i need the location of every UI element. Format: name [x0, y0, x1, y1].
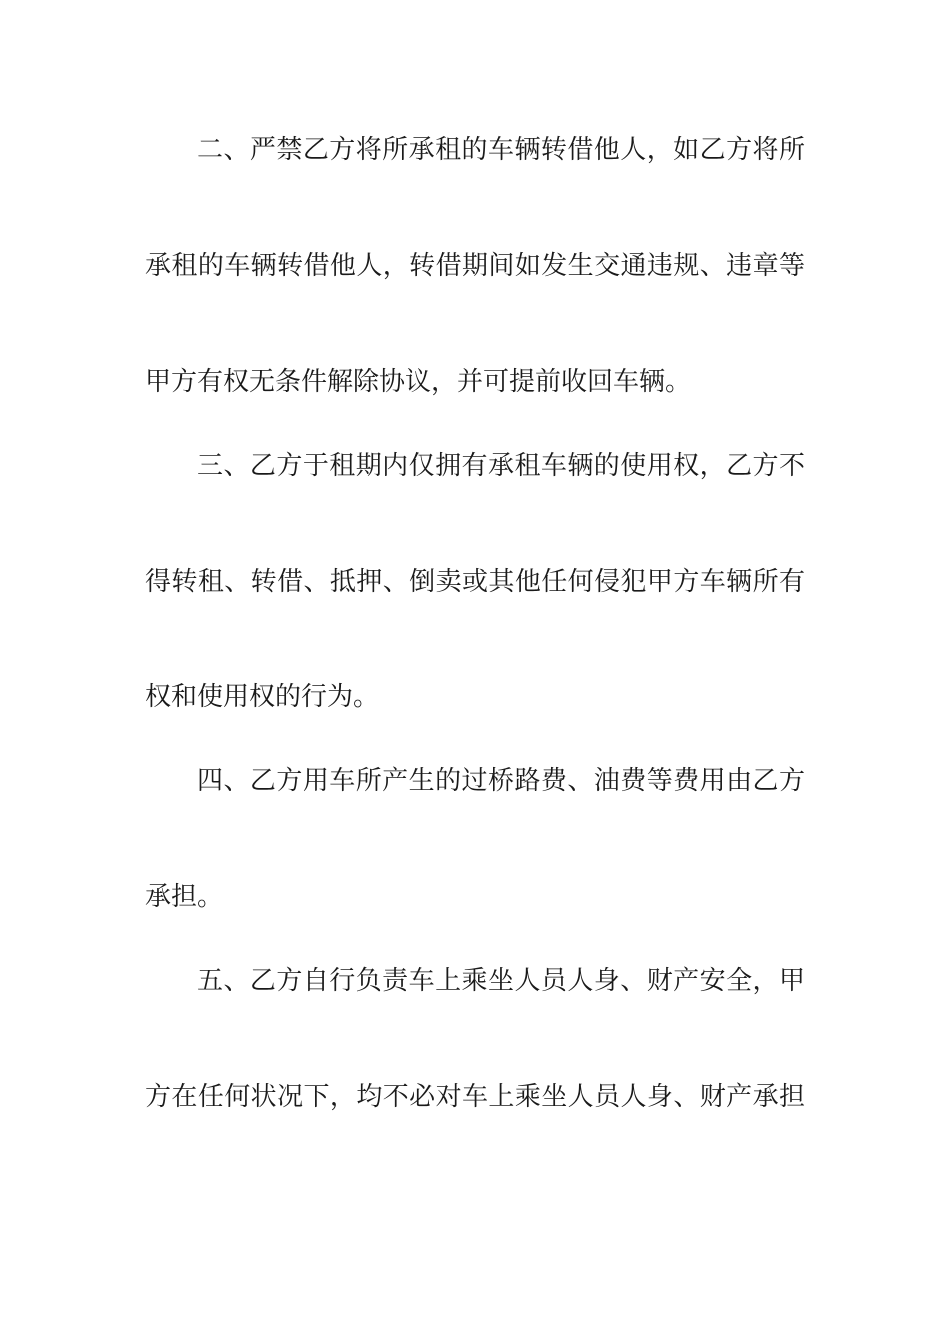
clause-5-line-2: 方在任何状况下，均不必对车上乘坐人员人身、财产承担: [145, 1082, 805, 1112]
clause-4-line-2: 承担。: [145, 882, 224, 912]
clause-2-line-1: 二、严禁乙方将所承租的车辆转借他人，如乙方将所: [197, 135, 805, 165]
clause-3-line-3: 权和使用权的行为。: [145, 682, 380, 712]
clause-5-line-1: 五、乙方自行负责车上乘坐人员人身、财产安全，甲: [197, 966, 805, 996]
clause-3-line-1: 三、乙方于租期内仅拥有承租车辆的使用权，乙方不: [197, 451, 805, 481]
clause-4-line-1: 四、乙方用车所产生的过桥路费、油费等费用由乙方: [197, 766, 805, 796]
clause-2-line-2: 承租的车辆转借他人，转借期间如发生交通违规、违章等: [145, 251, 805, 281]
clause-3-line-2: 得转租、转借、抵押、倒卖或其他任何侵犯甲方车辆所有: [145, 567, 805, 597]
clause-2-line-3: 甲方有权无条件解除协议，并可提前收回车辆。: [145, 367, 692, 397]
